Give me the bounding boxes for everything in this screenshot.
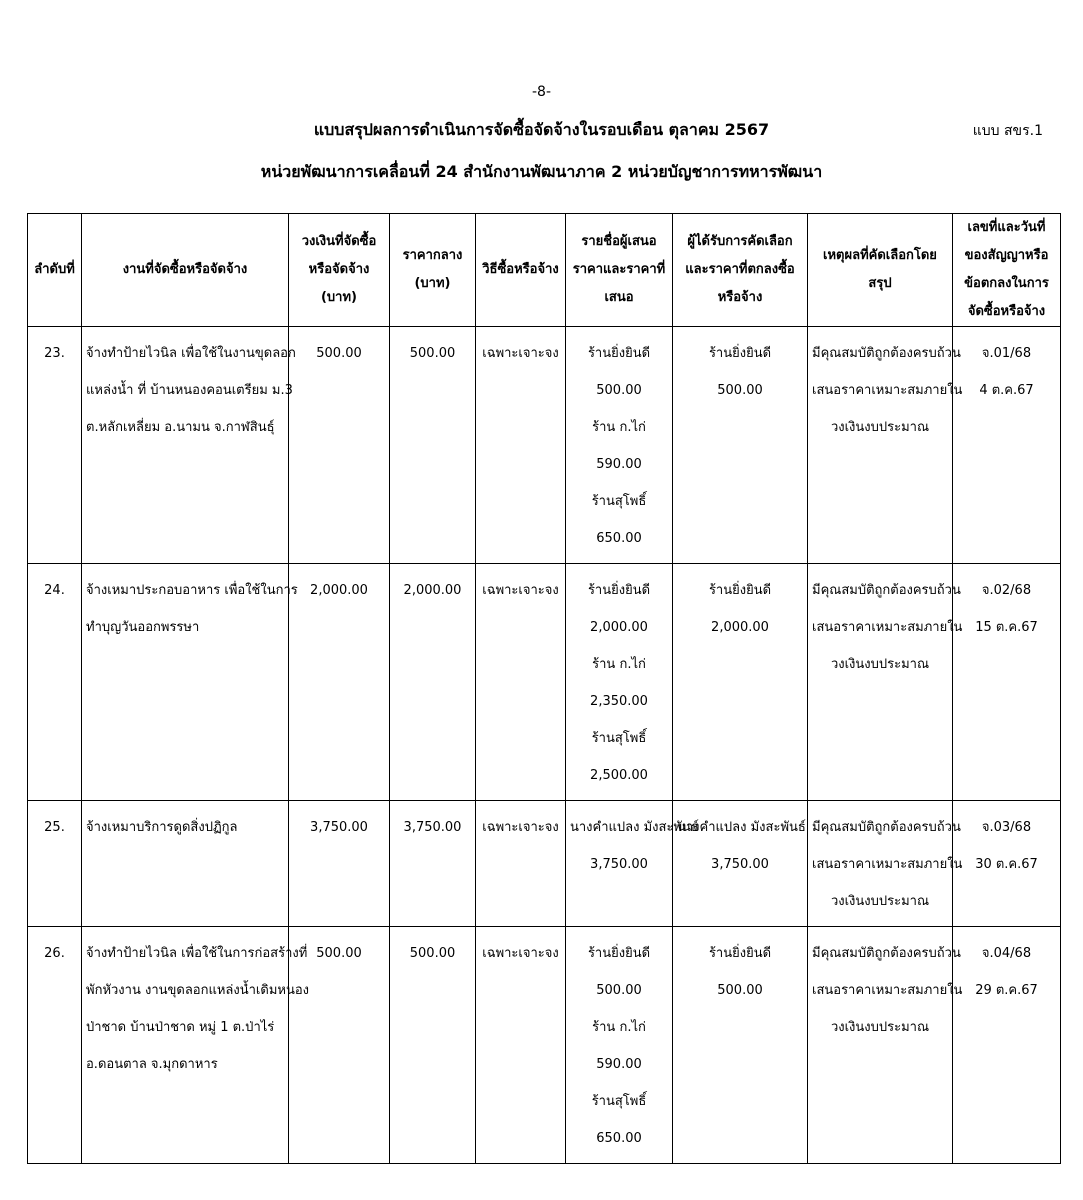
cell-method: เฉพาะเจาะจง <box>476 327 566 564</box>
cell-median-price: 500.00 <box>390 327 476 564</box>
cell-contract <box>953 327 1061 564</box>
cell-task <box>82 564 298 801</box>
cell-contract-line: 30 ต.ค.67 <box>975 857 1038 872</box>
cell-winner-line: ร้านยิ่งยินดี <box>708 346 772 361</box>
cell-task-line: จ้างทำป้ายไวนิล เพื่อใช้ในงานขุดลอก <box>86 346 296 361</box>
cell-task-line: แหล่งน้ำ ที่ บ้านหนองคอนเตรียม ม.3 <box>86 383 293 398</box>
cell-bidders-line: 2,350.00 <box>590 694 648 709</box>
cell-winner-line: ร้านยิ่งยินดี <box>708 946 772 961</box>
cell-reason-line: เสนอราคาเหมาะสมภายใน <box>812 620 963 635</box>
cell-bidders-line: ร้านสุโพธิ์ <box>591 1094 647 1109</box>
cell-budget: 500.00 <box>289 927 390 1164</box>
cell-contract-line: จ.02/68 <box>981 583 1032 598</box>
cell-bidders-line: ร้านสุโพธิ์ <box>591 494 647 509</box>
column-header-bidders: รายชื่อผู้เสนอราคาและราคาที่เสนอ <box>566 214 673 327</box>
cell-median-price: 2,000.00 <box>390 564 476 801</box>
table-body <box>28 327 1061 1164</box>
column-header-budget: วงเงินที่จัดซื้อหรือจัดจ้าง (บาท) <box>289 214 390 327</box>
cell-winner <box>673 564 808 801</box>
cell-contract-line: จ.04/68 <box>981 946 1032 961</box>
cell-method: เฉพาะเจาะจง <box>476 801 566 927</box>
cell-reason-line: วงเงินงบประมาณ <box>830 1020 930 1035</box>
table-row <box>28 927 1061 1164</box>
cell-reason-line: เสนอราคาเหมาะสมภายใน <box>812 383 963 398</box>
cell-bidders-line: ร้าน ก.ไก่ <box>592 420 646 435</box>
cell-task <box>82 927 309 1164</box>
cell-contract-line: 15 ต.ค.67 <box>975 620 1038 635</box>
cell-reason-line: วงเงินงบประมาณ <box>830 657 930 672</box>
cell-bidders <box>566 564 673 801</box>
cell-method: เฉพาะเจาะจง <box>476 564 566 801</box>
cell-task <box>82 801 289 927</box>
cell-task-line: พักหัวงาน งานขุดลอกแหล่งน้ำเดิมหนอง <box>86 983 309 998</box>
cell-bidders-line: 3,750.00 <box>590 857 648 872</box>
cell-no: 26. <box>28 927 82 1164</box>
cell-bidders-line: 650.00 <box>596 1131 642 1146</box>
cell-contract-line: 29 ต.ค.67 <box>975 983 1038 998</box>
cell-contract-line: จ.03/68 <box>981 820 1032 835</box>
cell-no: 24. <box>28 564 82 801</box>
cell-reason <box>808 927 963 1164</box>
form-code: แบบ สขร.1 <box>972 123 1043 139</box>
table-row <box>28 327 1061 564</box>
cell-bidders-line: 500.00 <box>596 383 642 398</box>
cell-bidders-line: ร้านสุโพธิ์ <box>591 731 647 746</box>
cell-contract-line: 4 ต.ค.67 <box>979 383 1034 398</box>
cell-winner-line: 3,750.00 <box>711 857 769 872</box>
cell-bidders-line: ร้านยิ่งยินดี <box>587 583 651 598</box>
cell-bidders-line: ร้านยิ่งยินดี <box>587 346 651 361</box>
cell-bidders-line: ร้าน ก.ไก่ <box>592 657 646 672</box>
cell-task-line: จ้างเหมาบริการดูดสิ่งปฏิกูล <box>86 820 238 835</box>
column-header-winner: ผู้ได้รับการคัดเลือกและราคาที่ตกลงซื้อหรือจ้าง <box>673 214 808 327</box>
cell-task-line: จ้างทำป้ายไวนิล เพื่อใช้ในการก่อสร้างที่ <box>86 946 308 961</box>
cell-reason-line: วงเงินงบประมาณ <box>830 894 930 909</box>
column-header-method: วิธีซื้อหรือจ้าง <box>476 214 566 327</box>
cell-median-price: 500.00 <box>390 927 476 1164</box>
document-subtitle: หน่วยพัฒนาการเคลื่อนที่ 24 สำนักงานพัฒนาภาค 2 หน่วยบัญชาการทหารพัฒนา <box>260 162 823 181</box>
cell-bidders-line: 500.00 <box>596 983 642 998</box>
cell-budget: 2,000.00 <box>289 564 390 801</box>
cell-reason <box>808 564 963 801</box>
cell-bidders-line: 590.00 <box>596 457 642 472</box>
cell-winner <box>673 801 808 927</box>
cell-task-line: จ้างเหมาประกอบอาหาร เพื่อใช้ในการ <box>86 583 298 598</box>
cell-bidders-line: นางคำแปลง มังสะพันธ์ <box>570 820 699 835</box>
cell-bidders <box>566 327 673 564</box>
cell-reason-line: เสนอราคาเหมาะสมภายใน <box>812 857 963 872</box>
cell-reason-line: มีคุณสมบัติถูกต้องครบถ้วน <box>812 583 961 598</box>
column-header-contract: เลขที่และวันที่ของสัญญาหรือข้อตกลงในการจัดซื้อหรือจ้าง <box>953 214 1061 327</box>
cell-task-line: ป่าชาด บ้านป่าชาด หมู่ 1 ต.ป่าไร่ <box>86 1020 275 1035</box>
cell-reason <box>808 327 963 564</box>
cell-contract <box>953 564 1061 801</box>
document-title: แบบสรุปผลการดำเนินการจัดซื้อจัดจ้างในรอบเดือน ตุลาคม 2567 <box>313 120 770 139</box>
column-header-task: งานที่จัดซื้อหรือจัดจ้าง <box>82 214 289 327</box>
cell-winner <box>673 927 808 1164</box>
cell-winner-line: นางคำแปลง มังสะพันธ์ <box>677 820 806 835</box>
cell-bidders-line: ร้านยิ่งยินดี <box>587 946 651 961</box>
cell-winner-line: ร้านยิ่งยินดี <box>708 583 772 598</box>
page-number: -8- <box>531 84 551 100</box>
cell-task-line: อ.ดอนตาล จ.มุกดาหาร <box>86 1057 218 1072</box>
cell-reason-line: มีคุณสมบัติถูกต้องครบถ้วน <box>812 820 961 835</box>
cell-task-line: ต.หลักเหลี่ยม อ.นามน จ.กาฬสินธุ์ <box>86 420 275 435</box>
cell-reason <box>808 801 963 927</box>
cell-bidders-line: 2,000.00 <box>590 620 648 635</box>
cell-reason-line: มีคุณสมบัติถูกต้องครบถ้วน <box>812 346 961 361</box>
column-header-no: ลำดับที่ <box>28 214 82 327</box>
cell-budget: 500.00 <box>289 327 390 564</box>
cell-contract <box>953 927 1061 1164</box>
table-row <box>28 801 1061 927</box>
cell-no: 25. <box>28 801 82 927</box>
cell-method: เฉพาะเจาะจง <box>476 927 566 1164</box>
cell-no: 23. <box>28 327 82 564</box>
cell-budget: 3,750.00 <box>289 801 390 927</box>
cell-winner-line: 500.00 <box>717 983 763 998</box>
table-row <box>28 564 1061 801</box>
cell-bidders-line: 650.00 <box>596 531 642 546</box>
cell-bidders-line: 590.00 <box>596 1057 642 1072</box>
cell-median-price: 3,750.00 <box>390 801 476 927</box>
cell-task-line: ทำบุญวันออกพรรษา <box>86 620 200 635</box>
cell-reason-line: มีคุณสมบัติถูกต้องครบถ้วน <box>812 946 961 961</box>
cell-winner-line: 2,000.00 <box>711 620 769 635</box>
cell-bidders <box>566 801 699 927</box>
column-header-median-price: ราคากลาง (บาท) <box>390 214 476 327</box>
cell-bidders-line: ร้าน ก.ไก่ <box>592 1020 646 1035</box>
cell-reason-line: วงเงินงบประมาณ <box>830 420 930 435</box>
cell-bidders <box>566 927 673 1164</box>
cell-winner <box>673 327 808 564</box>
column-header-reason: เหตุผลที่คัดเลือกโดยสรุป <box>808 214 953 327</box>
cell-contract <box>953 801 1061 927</box>
cell-bidders-line: 2,500.00 <box>590 768 648 783</box>
cell-winner-line: 500.00 <box>717 383 763 398</box>
cell-reason-line: เสนอราคาเหมาะสมภายใน <box>812 983 963 998</box>
cell-task <box>82 327 296 564</box>
cell-contract-line: จ.01/68 <box>981 346 1032 361</box>
table-header-row <box>28 214 1061 327</box>
procurement-summary-table <box>27 213 1061 1164</box>
